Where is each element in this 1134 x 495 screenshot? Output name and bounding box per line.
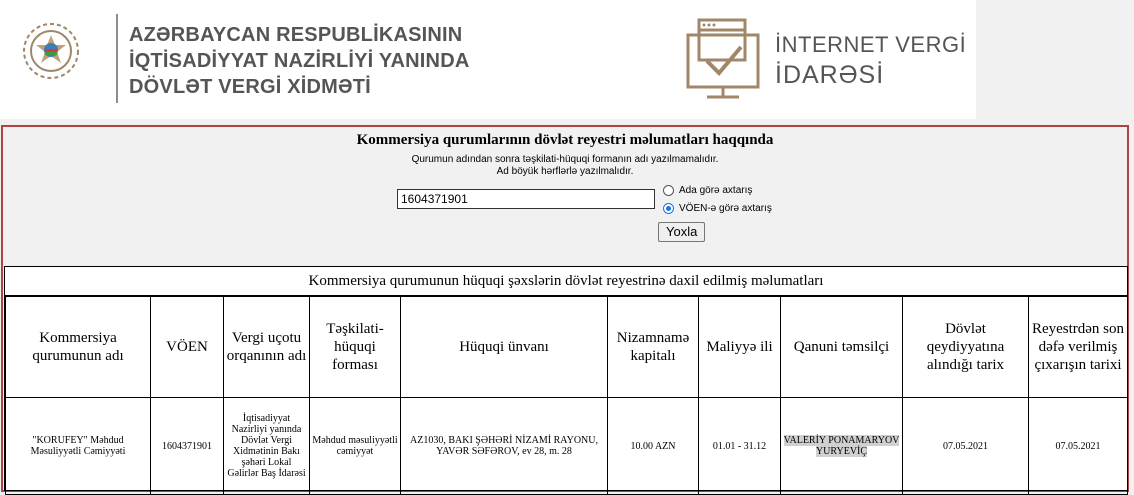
check-button[interactable]: Yoxla (658, 222, 705, 242)
portal-title-line: İDARƏSİ (775, 61, 885, 89)
radio-search-by-tin[interactable] (663, 203, 772, 214)
site-header (0, 0, 976, 119)
search-panel (1, 125, 1129, 492)
results-table (5, 296, 1128, 495)
search-form-title: Kommersiya qurumlarının dövlət reyestri məlumatları haqqında (356, 132, 774, 148)
radio-label: Ada görə axtarış (679, 185, 753, 196)
header-divider (116, 14, 118, 103)
column-header: VÖEN (151, 297, 224, 398)
cell-legal-form: Məhdud məsuliyyətli cəmiyyət (310, 398, 401, 495)
column-header: Kommersiya qurumunun adı (6, 297, 151, 398)
table-header-row (6, 297, 1128, 398)
legal-representative-name: VALERİY PONAMARYOV YURYEVİÇ (783, 435, 900, 457)
azerbaijan-emblem-icon (22, 15, 80, 85)
cell-tin: 1604371901 (151, 398, 224, 495)
search-input[interactable]: 1604371901 (397, 189, 655, 209)
radio-button[interactable] (663, 185, 674, 196)
monitor-checkmark-icon (685, 17, 761, 101)
ministry-line: İQTİSADİYYAT NAZİRLİYİ YANINDA (129, 50, 470, 72)
cell-legal-address: AZ1030, BAKI ŞƏHƏRİ NİZAMİ RAYONU, YAVƏR SƏFƏROV, ev 28, m. 28 (401, 398, 608, 495)
column-header: Qanuni təmsilçi (781, 297, 903, 398)
results-title: Kommersiya qurumunun hüquqi şəxslərin dövlət reyestrinə daxil edilmiş məlumatları (5, 267, 1127, 296)
column-header: Reyestrdən son dəfə verilmiş çıxarışın tarixi (1029, 297, 1128, 398)
ministry-line: AZƏRBAYCAN RESPUBLİKASININ (129, 24, 463, 46)
column-header: Dövlət qeydiyyatına alındığı tarix (903, 297, 1029, 398)
search-note: Ad böyük hərflərlə yazılmalıdır. (496, 166, 634, 177)
cell-company-name: "KORUFEY" Məhdud Məsuliyyətli Cəmiyyəti (6, 398, 151, 495)
column-header: Vergi uçotu orqanının adı (224, 297, 310, 398)
cell-registration-date: 07.05.2021 (903, 398, 1029, 495)
cell-fiscal-year: 01.01 - 31.12 (699, 398, 781, 495)
portal-title-line: İNTERNET VERGİ (775, 32, 967, 57)
ministry-line: DÖVLƏT VERGİ XİDMƏTİ (129, 76, 371, 98)
table-row (6, 398, 1128, 495)
column-header: Hüquqi ünvanı (401, 297, 608, 398)
cell-extract-date: 07.05.2021 (1029, 398, 1128, 495)
cell-tax-authority: İqtisadiyyat Nazirliyi yanında Dövlət Vergi Xidmətinin Bakı şəhəri Lokal Gəlirlər Baş İdarəsi (224, 398, 310, 495)
search-note: Qurumun adından sonra təşkilati-hüquqi formanın adı yazılmamalıdır. (411, 154, 719, 165)
radio-button-checked[interactable] (663, 203, 674, 214)
radio-search-by-name[interactable] (663, 185, 752, 196)
results-panel (4, 266, 1128, 491)
radio-label: VÖEN-ə görə axtarış (679, 203, 772, 214)
cell-legal-representative (781, 398, 903, 495)
ministry-title (129, 22, 470, 100)
cell-charter-capital: 10.00 AZN (608, 398, 699, 495)
column-header: Maliyyə ili (699, 297, 781, 398)
portal-title (775, 30, 966, 90)
column-header: Təşkilati-hüquqi forması (310, 297, 401, 398)
column-header: Nizamnamə kapitalı (608, 297, 699, 398)
